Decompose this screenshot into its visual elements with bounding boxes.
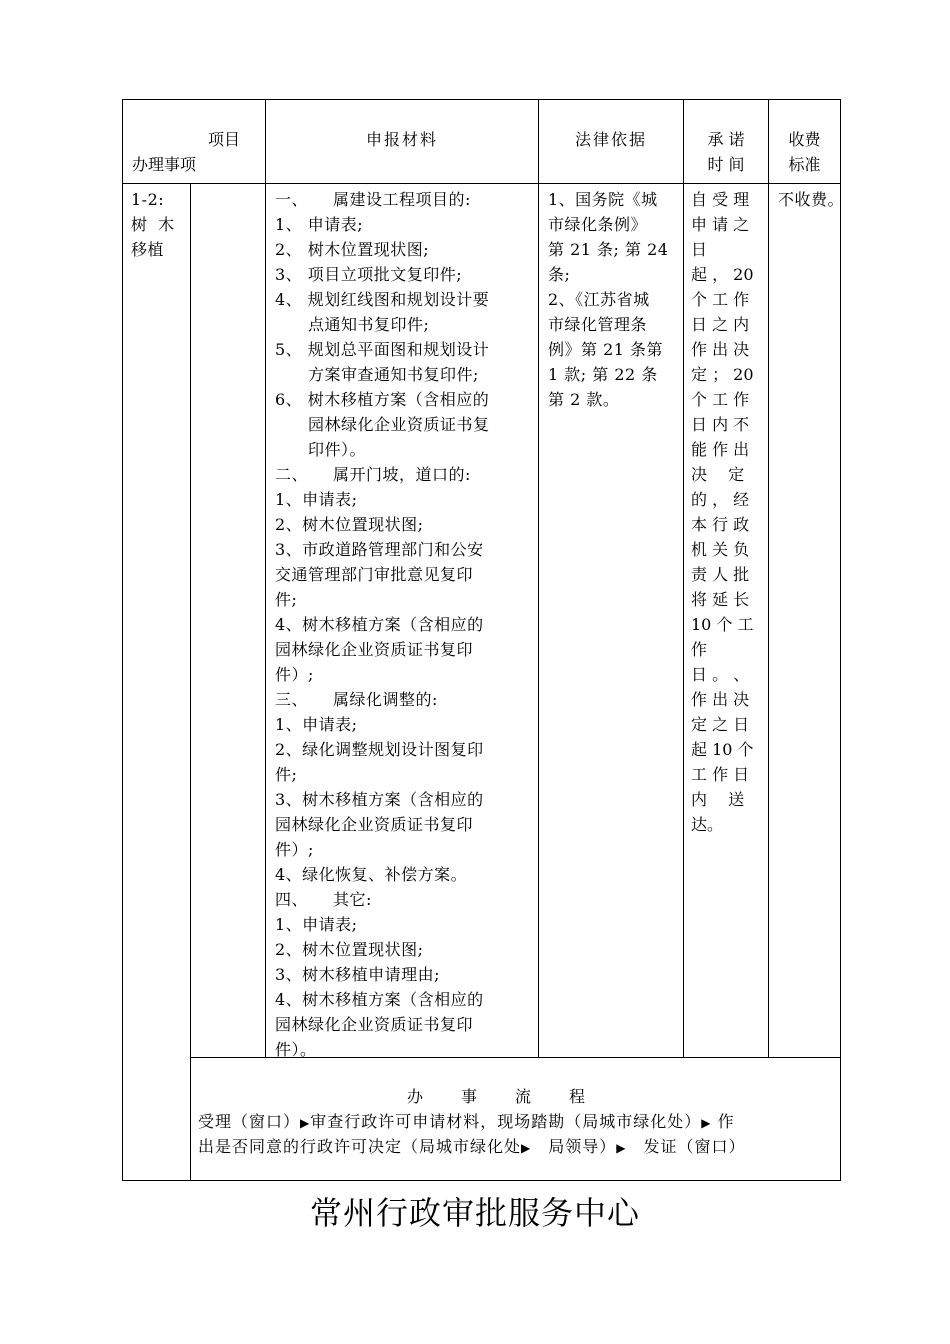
time-left-divider — [683, 99, 684, 1058]
materials-line: 园林绿化企业资质证书复印 — [275, 815, 474, 834]
header-bottom-border — [122, 183, 841, 184]
flow-step: 局领导） — [548, 1137, 617, 1156]
header-promise-time-line: 承 诺 — [707, 130, 745, 149]
legal-basis-line: 市绿化条例》 — [548, 215, 648, 234]
materials-line: 园林绿化企业资质证书复印 — [275, 640, 474, 659]
materials-line: 1、申请表; — [275, 490, 358, 509]
materials-line: 2、 树木位置现状图; — [275, 240, 430, 259]
header-fee-line: 标准 — [788, 155, 821, 174]
flow-line-2 — [198, 1134, 746, 1157]
promise-time-line: 日 。 、 — [691, 665, 750, 684]
header-corner-project: 项目 — [208, 130, 241, 149]
flow-step: 作 — [717, 1112, 735, 1131]
promise-time-line: 起 10 个 — [691, 740, 754, 759]
arrow-right-icon: ▶ — [701, 1116, 712, 1130]
promise-time-line: 决 定 — [691, 465, 745, 484]
materials-cell — [275, 187, 533, 1062]
table-bottom-border — [122, 1180, 841, 1181]
promise-time-line: 将 延 长 — [691, 590, 750, 609]
promise-time-line: 申 请 之 — [691, 215, 750, 234]
promise-time-cell — [691, 187, 767, 837]
legal-basis-line: 2、《江苏省城 — [548, 290, 650, 309]
materials-line: 2、绿化调整规划设计图复印 — [275, 740, 484, 759]
materials-line: 3、市政道路管理部门和公安 — [275, 540, 484, 559]
promise-time-line: 作 — [691, 640, 708, 659]
materials-line: 4、树木移植方案（含相应的 — [275, 615, 484, 634]
materials-line: 4、 规划红线图和规划设计要 — [275, 290, 490, 309]
materials-line: 1、申请表; — [275, 915, 358, 934]
legal-basis-line: 例》第 21 条第 — [548, 340, 664, 359]
flow-title: 办事流程 — [406, 1087, 623, 1106]
materials-line: 2、树木位置现状图; — [275, 515, 424, 534]
legal-basis-line: 市绿化管理条 — [548, 315, 648, 334]
materials-line: 点通知书复印件; — [275, 315, 430, 334]
promise-time-line: 10 个 工 — [691, 615, 754, 634]
promise-time-line: 能 作 出 — [691, 440, 750, 459]
legal-left-divider — [538, 99, 539, 1058]
promise-time-line: 定 之 日 — [691, 715, 750, 734]
flow-step: 出是否同意的行政许可决定（局城市绿化处 — [198, 1137, 522, 1156]
flow-step: 发证（窗口） — [643, 1137, 746, 1156]
materials-line: 件; — [275, 765, 298, 784]
flow-line-1 — [198, 1109, 735, 1132]
header-corner-item: 办理事项 — [132, 155, 197, 174]
materials-line: 件）; — [275, 840, 314, 859]
header-fee — [769, 127, 840, 177]
table-left-border — [122, 99, 123, 1181]
materials-line: 6、 树木移植方案（含相应的 — [275, 390, 490, 409]
footer-title: 常州行政审批服务中心 — [309, 1194, 640, 1232]
materials-line: 四、 其它: — [275, 890, 372, 909]
item-inner-divider — [190, 183, 191, 1181]
header-promise-time-line: 时 间 — [707, 155, 745, 174]
fee-cell: 不收费。 — [778, 190, 845, 209]
header-legal-basis: 法律依据 — [574, 130, 647, 149]
promise-time-line: 作 出 决 — [691, 340, 750, 359]
arrow-right-icon: ▶ — [521, 1141, 532, 1155]
promise-time-line: 日 — [691, 240, 708, 259]
materials-line: 4、树木移植方案（含相应的 — [275, 990, 484, 1009]
materials-line: 园林绿化企业资质证书复印 — [275, 1015, 474, 1034]
header-materials: 申报材料 — [365, 130, 438, 149]
item-name-line: 树 木 — [131, 215, 178, 234]
promise-time-line: 日 内 不 — [691, 415, 750, 434]
promise-time-line: 个 工 作 — [691, 290, 750, 309]
legal-basis-line: 第 21 条; 第 24 — [548, 240, 669, 259]
materials-line: 件）; — [275, 665, 314, 684]
materials-left-divider — [265, 99, 266, 1058]
promise-time-line: 本 行 政 — [691, 515, 750, 534]
materials-line: 二、 属开门坡，道口的: — [275, 465, 471, 484]
promise-time-line: 个 工 作 — [691, 390, 750, 409]
promise-time-line: 内 送 — [691, 790, 745, 809]
arrow-right-icon: ▶ — [300, 1116, 311, 1130]
promise-time-line: 定 ； 20 — [691, 365, 754, 384]
legal-basis-cell — [548, 187, 680, 412]
promise-time-line: 工 作 日 — [691, 765, 750, 784]
promise-time-line: 作 出 决 — [691, 690, 750, 709]
legal-basis-line: 1 款; 第 22 条 — [548, 365, 658, 384]
flow-step: 受理（窗口） — [198, 1112, 301, 1131]
materials-line: 印件）。 — [275, 440, 367, 459]
promise-time-line: 日 之 内 — [691, 315, 750, 334]
fee-left-divider — [768, 99, 769, 1058]
legal-basis-line: 1、国务院《城 — [548, 190, 658, 209]
materials-line: 园林绿化企业资质证书复 — [275, 415, 490, 434]
promise-time-line: 机 关 负 — [691, 540, 750, 559]
materials-line: 件）。 — [275, 1040, 317, 1059]
header-fee-line: 收费 — [788, 130, 821, 149]
arrow-right-icon: ▶ — [616, 1141, 627, 1155]
materials-line: 件; — [275, 590, 298, 609]
promise-time-line: 起 ， 20 — [691, 265, 754, 284]
materials-line: 三、 属绿化调整的: — [275, 690, 438, 709]
promise-time-line: 达。 — [691, 815, 724, 834]
table-right-border — [840, 99, 841, 1181]
materials-line: 交通管理部门审批意见复印 — [275, 565, 474, 584]
legal-basis-line: 第 2 款。 — [548, 390, 620, 409]
flow-step: 审查行政许可申请材料，现场踏勘（局城市绿化处） — [310, 1112, 702, 1131]
promise-time-line: 自 受 理 — [691, 190, 750, 209]
promise-time-line: 责 人 批 — [691, 565, 750, 584]
item-cell — [131, 187, 177, 262]
materials-line: 5、 规划总平面图和规划设计 — [275, 340, 490, 359]
materials-line: 4、绿化恢复、补偿方案。 — [275, 865, 468, 884]
materials-line: 3、树木移植申请理由; — [275, 965, 441, 984]
materials-line: 3、树木移植方案（含相应的 — [275, 790, 484, 809]
item-code: 1-2: — [131, 190, 165, 209]
table-top-border — [122, 99, 841, 100]
materials-line: 一、 属建设工程项目的: — [275, 190, 471, 209]
materials-line: 方案审查通知书复印件; — [275, 365, 479, 384]
legal-basis-line: 条; — [548, 265, 571, 284]
materials-line: 2、树木位置现状图; — [275, 940, 424, 959]
materials-line: 1、 申请表; — [275, 215, 364, 234]
materials-line: 3、 项目立项批文复印件; — [275, 265, 463, 284]
item-name-line: 移植 — [131, 240, 165, 259]
promise-time-line: 的 ， 经 — [691, 490, 750, 509]
header-promise-time — [684, 127, 768, 177]
materials-line: 1、申请表; — [275, 715, 358, 734]
